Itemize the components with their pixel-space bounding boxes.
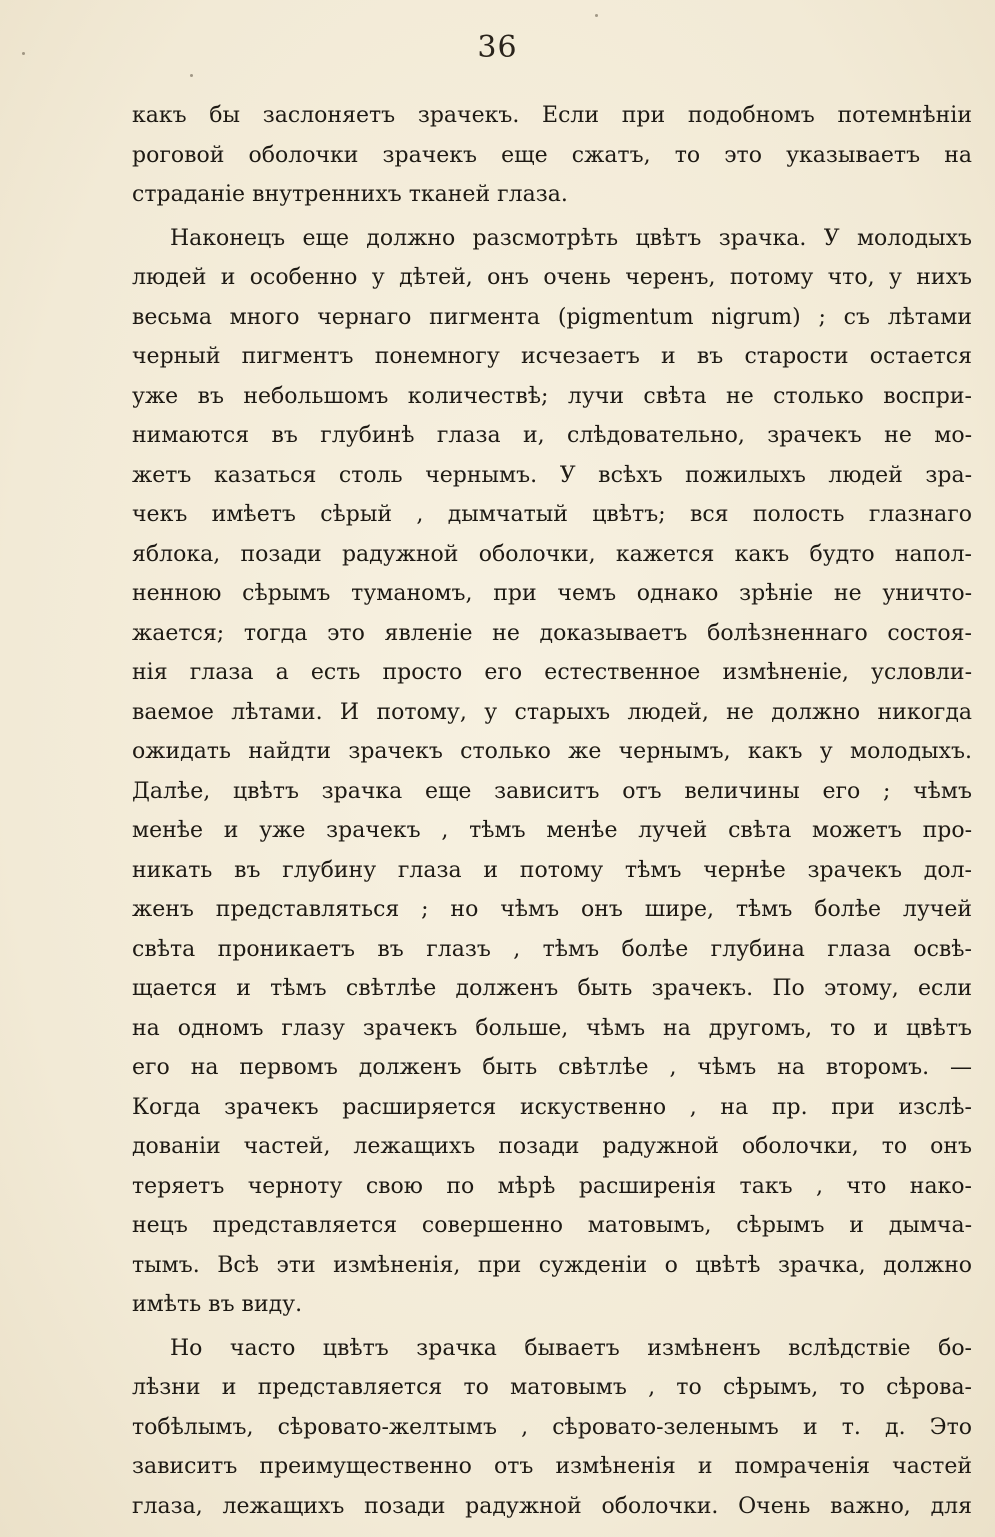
- text-line: людей и особенно у дѣтей, онъ очень черенъ, потому что, у нихъ: [132, 265, 972, 290]
- text-line: ожидать найдти зрачекъ столько же чернымъ, какъ у молодыхъ.: [132, 739, 972, 764]
- text-line: щается и тѣмъ свѣтлѣе долженъ быть зрачекъ. По этому, если: [132, 976, 972, 1001]
- text-line: жается; тогда это явленіе не доказываетъ болѣзненнаго состоя-: [132, 620, 972, 646]
- text-line: тымъ. Всѣ эти измѣненія, при сужденіи о цвѣтѣ зрачка, должно: [132, 1252, 972, 1278]
- text-line: никать въ глубину глаза и потому тѣмъ чернѣе зрачекъ дол-: [132, 857, 972, 883]
- text-line: нія глаза а есть просто его естественное измѣненіе, условли-: [132, 660, 972, 685]
- paper-speck: [190, 74, 193, 77]
- text-line: нимаются въ глубинѣ глаза и, слѣдовательно, зрачекъ не мо-: [132, 423, 972, 448]
- text-line: какъ бы заслоняетъ зрачекъ. Если при подобномъ потемнѣніи: [132, 103, 972, 128]
- text-line: Когда зрачекъ расширяется искуственно , на пр. при изслѣ-: [132, 1094, 972, 1120]
- text-line: лѣзни и представляется то матовымъ , то сѣрымъ, то сѣрова-: [132, 1375, 972, 1400]
- text-line: тобѣлымъ, сѣровато-желтымъ , сѣровато-зеленымъ и т. д. Это: [132, 1414, 972, 1440]
- text-line: женъ представляться ; но чѣмъ онъ шире, тѣмъ болѣе лучей: [132, 897, 972, 922]
- text-line: весьма много чернаго пигмента (pigmentum nigrum) ; съ лѣтами: [132, 304, 972, 330]
- text-line: теряетъ черноту свою по мѣрѣ расширенія такъ , что нако-: [132, 1173, 972, 1199]
- text-line: Далѣе, цвѣтъ зрачка еще зависитъ отъ величины его ; чѣмъ: [132, 778, 972, 804]
- text-line: на одномъ глазу зрачекъ больше, чѣмъ на другомъ, то и цвѣтъ: [132, 1015, 972, 1041]
- text-line: менѣе и уже зрачекъ , тѣмъ менѣе лучей свѣта можетъ про-: [132, 818, 972, 843]
- page-number: 36: [477, 30, 518, 65]
- text-line: зависитъ преимущественно отъ измѣненія и помраченія частей: [132, 1454, 972, 1479]
- text-line: ваемое лѣтами. И потому, у старыхъ людей, не должно никогда: [132, 699, 972, 725]
- text-line: страданіе внутреннихъ тканей глаза.: [132, 182, 568, 207]
- text-line: уже въ небольшомъ количествѣ; лучи свѣта не столько воспри-: [132, 383, 972, 409]
- text-line: чекъ имѣетъ сѣрый , дымчатый цвѣтъ; вся полость глазнаго: [132, 502, 972, 527]
- text-line: ненною сѣрымъ туманомъ, при чемъ однако зрѣніе не уничто-: [132, 581, 972, 606]
- text-line: Наконецъ еще должно разсмотрѣть цвѣтъ зрачка. У молодыхъ: [170, 225, 972, 251]
- paper-speck: [22, 52, 25, 55]
- text-line: дованіи частей, лежащихъ позади радужной оболочки, то онъ: [132, 1134, 972, 1159]
- body-text: [132, 96, 972, 1526]
- text-line: свѣта проникаетъ въ глазъ , тѣмъ болѣе глубина глаза освѣ-: [132, 936, 972, 962]
- text-line: роговой оболочки зрачекъ еще сжатъ, то это указываетъ на: [132, 142, 972, 168]
- text-line: глаза, лежащихъ позади радужной оболочки. Очень важно, для: [132, 1493, 972, 1519]
- text-line: нецъ представляется совершенно матовымъ, сѣрымъ и дымча-: [132, 1213, 972, 1238]
- text-line: имѣть въ виду.: [132, 1292, 303, 1317]
- text-line: черный пигментъ понемногу исчезаетъ и въ старости остается: [132, 344, 972, 369]
- text-line: жетъ казаться столь чернымъ. У всѣхъ пожилыхъ людей зра-: [132, 462, 972, 488]
- text-line: его на первомъ долженъ быть свѣтлѣе , чѣмъ на второмъ. —: [132, 1055, 972, 1080]
- text-line: Но часто цвѣтъ зрачка бываетъ измѣненъ вслѣдствіе бо-: [170, 1335, 972, 1361]
- paper-speck: [595, 14, 598, 17]
- text-line: яблока, позади радужной оболочки, кажется какъ будто напол-: [132, 541, 972, 567]
